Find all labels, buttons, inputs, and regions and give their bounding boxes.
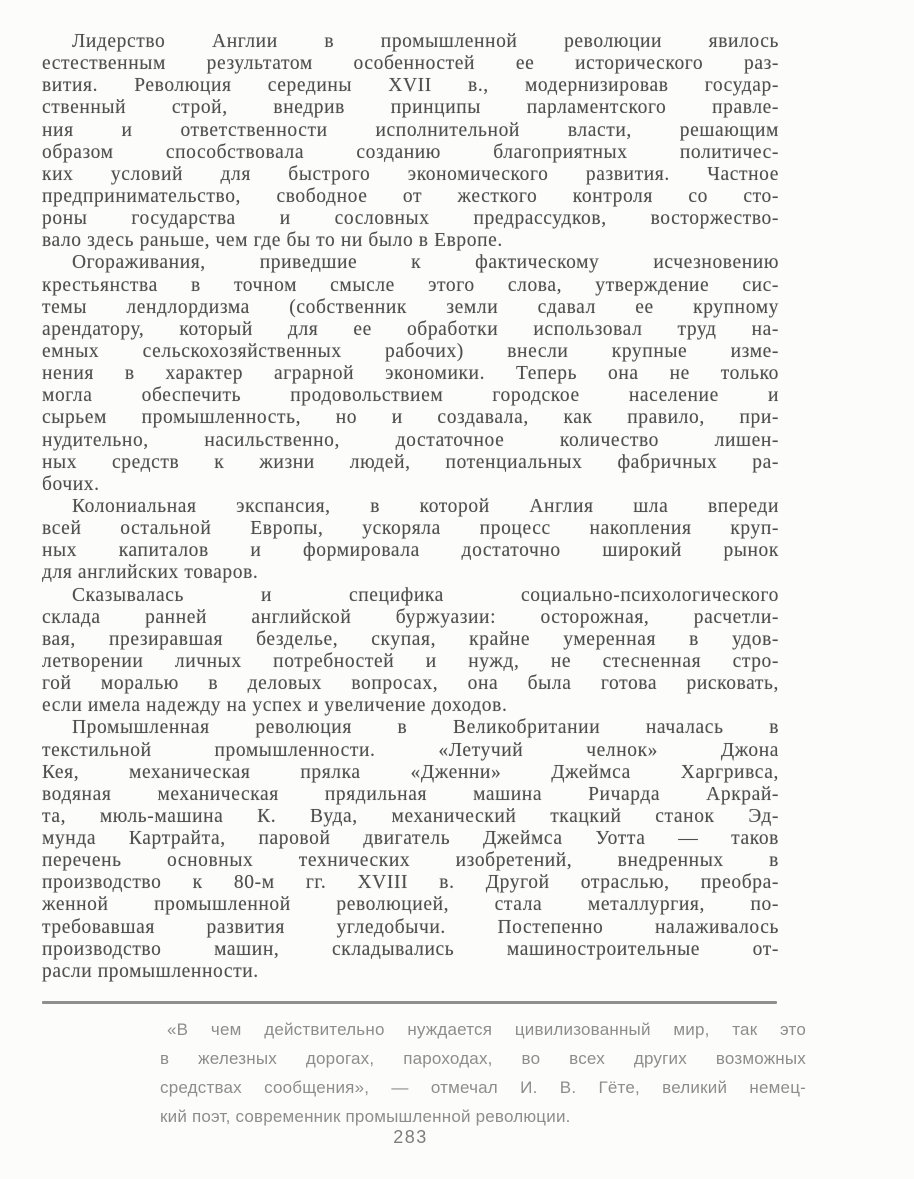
body-text: [42, 31, 779, 983]
text-line: бочих.: [42, 473, 100, 495]
text-line: сырьем промышленность, но и создавала, как правило, при-: [42, 407, 779, 429]
paragraph: [42, 31, 779, 252]
text-line: вития. Революция середины XVII в., модернизировав государ-: [42, 75, 779, 97]
text-line: Огораживания, приведшие к фактическому исчезновению: [72, 252, 779, 274]
paragraph: [42, 717, 779, 983]
text-line: кий поэт, современник промышленной революции.: [160, 1107, 571, 1126]
text-line: Колониальная экспансия, в которой Англия шла впереди: [72, 495, 779, 517]
text-line: Лидерство Англии в промышленной революции явилось: [72, 31, 779, 52]
text-line: всей остальной Европы, ускоряла процесс накопления круп-: [42, 518, 779, 540]
text-line: «В чем действительно нуждается цивилизованный мир, так это: [167, 1020, 806, 1039]
text-line: требовавшая развития угледобычи. Постепенно налаживалось: [42, 916, 779, 938]
text-line: ных средств к жизни людей, потенциальных фабричных ра-: [42, 451, 779, 473]
text-line: предпринимательство, свободное от жесткого контроля со сто-: [42, 185, 779, 207]
page-number: 283: [393, 1127, 428, 1147]
text-line: нудительно, насильственно, достаточное количество лишен-: [42, 429, 779, 451]
paragraph: [42, 496, 779, 585]
text-line: для английских товаров.: [42, 562, 259, 584]
text-line: ния и ответственности исполнительной власти, решающим: [42, 119, 779, 141]
text-line: производство к 80-м гг. XVIII в. Другой отраслью, преобра-: [42, 872, 779, 894]
paragraph: [42, 585, 779, 718]
text-line: образом способствовала созданию благоприятных политичес-: [42, 141, 779, 163]
text-line: склада ранней английской буржуазии: осторожная, расчетли-: [42, 606, 779, 628]
text-line: арендатору, который для ее обработки использовал труд на-: [42, 318, 779, 340]
text-line: Кея, механическая прялка «Дженни» Джеймса Харгривса,: [42, 761, 779, 783]
text-line: расли промышленности.: [42, 960, 259, 982]
text-line: средствах сообщения», — отмечал И. В. Гёте, великий немец-: [160, 1078, 806, 1097]
text-line: текстильной промышленности. «Летучий челнок» Джона: [42, 739, 779, 761]
text-line: водяная механическая прядильная машина Ричарда Аркрай-: [42, 783, 779, 805]
text-line: производство машин, складывались машиностроительные от-: [42, 938, 779, 960]
paragraph: [42, 252, 779, 496]
text-line: крестьянства в точном смысле этого слова, утверждение сис-: [42, 274, 779, 296]
text-line: мунда Картрайта, паровой двигатель Джеймса Уотта — таков: [42, 828, 779, 850]
text-line: Промышленная революция в Великобритании началась в: [72, 717, 779, 739]
text-line: ких условий для быстрого экономического развития. Частное: [42, 163, 779, 185]
text-line: женной промышленной революцией, стала металлургия, по-: [42, 894, 779, 916]
text-line: летворении личных потребностей и нужд, не стесненная стро-: [42, 650, 779, 672]
footnote-quote: [160, 1015, 806, 1131]
text-line: роны государства и сословных предрассудков, восторжество-: [42, 208, 779, 230]
text-line: если имела надежду на успех и увеличение доходов.: [42, 695, 508, 717]
text-line: естественным результатом особенностей ее исторического раз-: [42, 53, 779, 75]
text-line: темы лендлордизма (собственник земли сдавал ее крупному: [42, 296, 779, 318]
text-line: могла обеспечить продовольствием городское население и: [42, 385, 779, 407]
text-line: гой моралью в деловых вопросах, она была готова рисковать,: [42, 673, 779, 695]
text-line: нения в характер аграрной экономики. Теперь она не только: [42, 363, 779, 385]
footnote-divider-rule: [42, 1001, 777, 1004]
text-line: в железных дорогах, пароходах, во всех других возможных: [160, 1049, 806, 1068]
text-line: ных капиталов и формировала достаточно широкий рынок: [42, 540, 779, 562]
text-line: вая, презиравшая безделье, скупая, крайне умеренная в удов-: [42, 628, 779, 650]
text-line: перечень основных технических изобретений, внедренных в: [42, 850, 779, 872]
text-line: вало здесь раньше, чем где бы то ни было в Европе.: [42, 230, 503, 252]
text-line: емных сельскохозяйственных рабочих) внесли крупные изме-: [42, 340, 779, 362]
text-line: ственный строй, внедрив принципы парламентского правле-: [42, 97, 779, 119]
text-line: Сказывалась и специфика социально-психологического: [72, 584, 779, 606]
text-line: та, мюль-машина К. Вуда, механический ткацкий станок Эд-: [42, 805, 779, 827]
